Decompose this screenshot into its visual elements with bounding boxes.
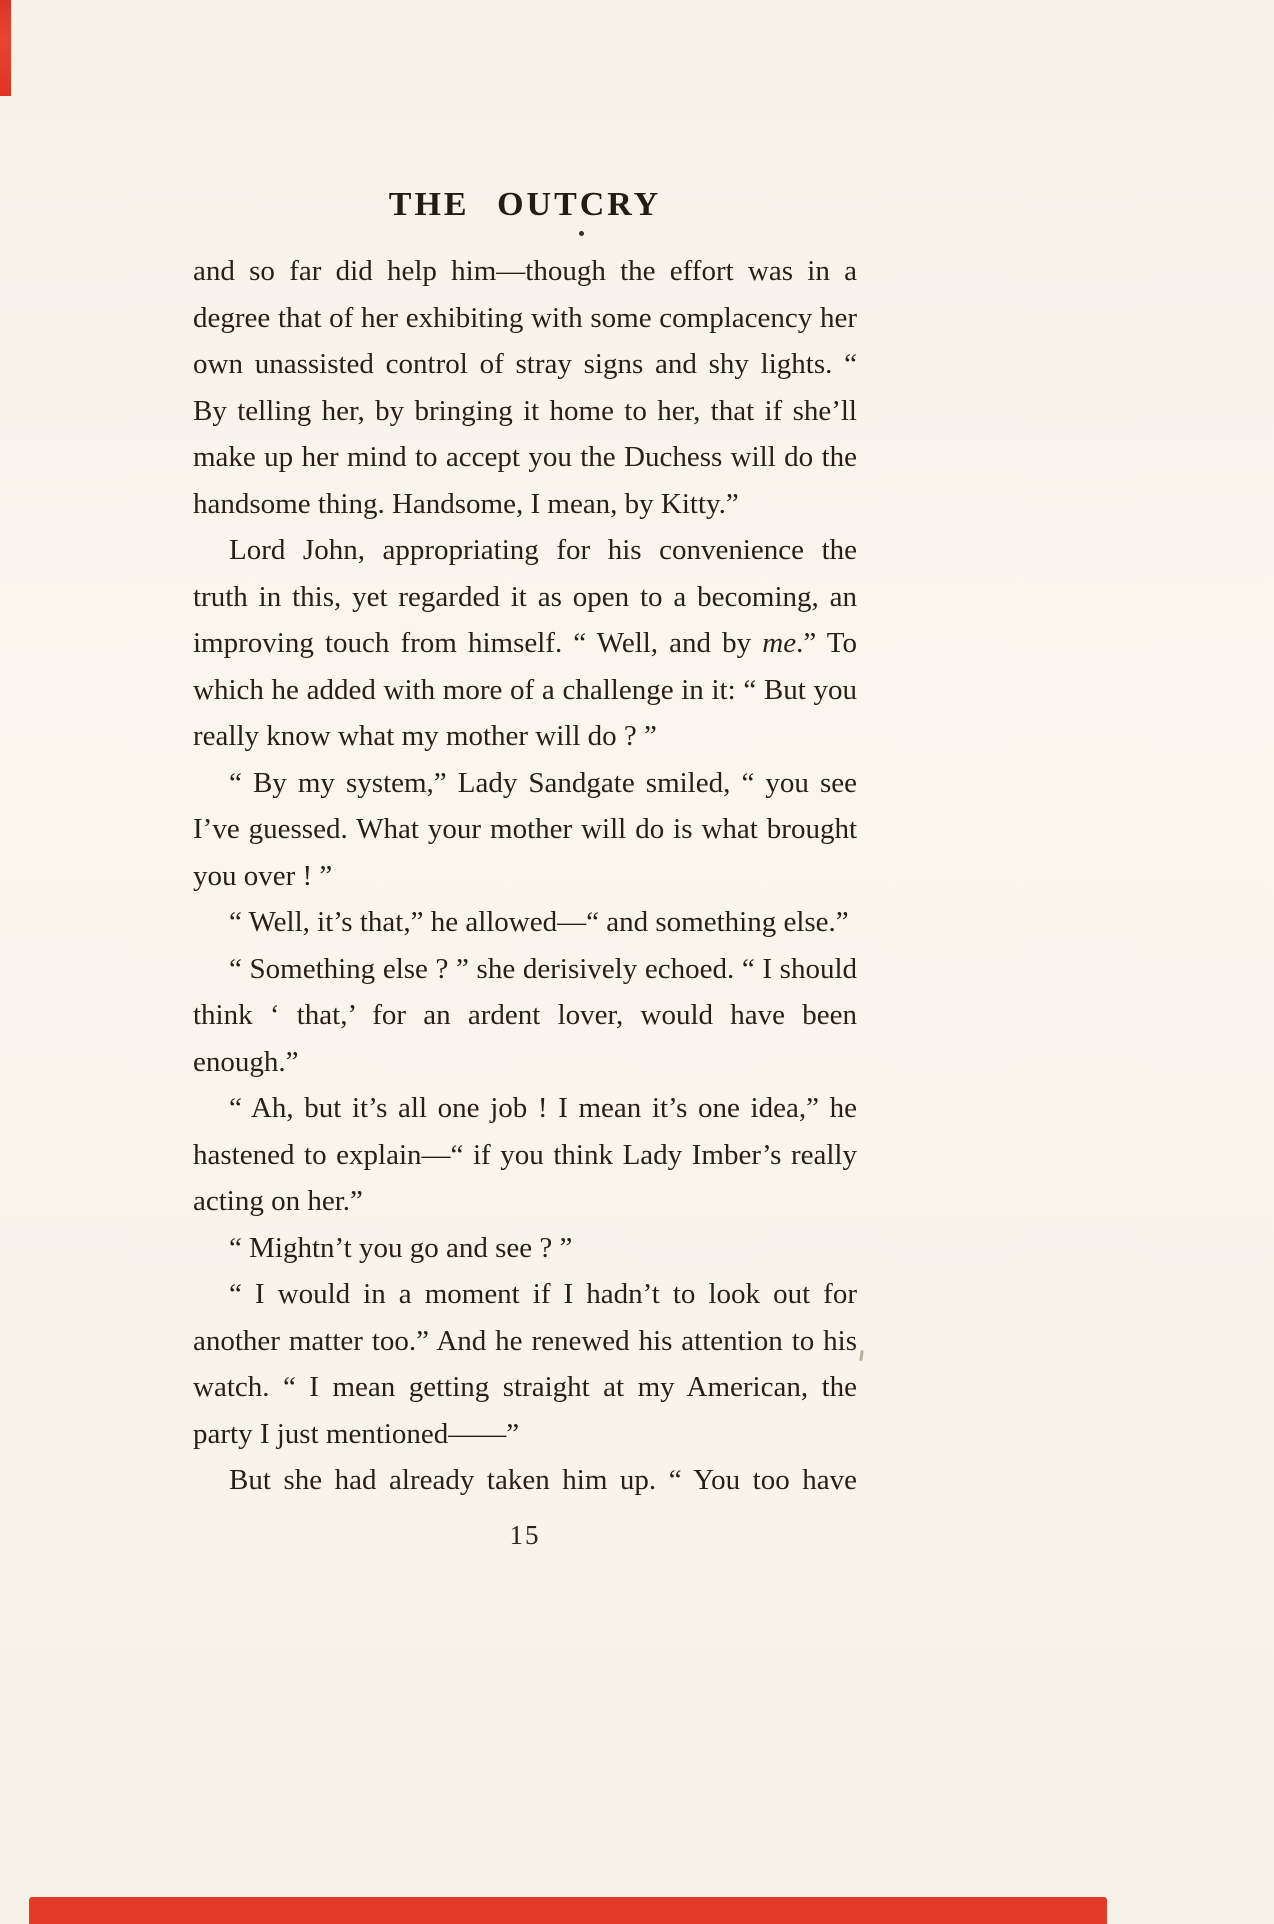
paragraph: [193, 1457, 857, 1504]
text-run: “ Mightn’t you go and see ? ”: [229, 1231, 573, 1264]
paragraph: [193, 1085, 857, 1225]
page-number: 15: [509, 1519, 541, 1550]
paragraph: [193, 946, 857, 1086]
text-run: “ By my system,” Lady Sandgate smiled, “ you see I’ve guessed. What your mother will do is what brought you over ! ”: [193, 766, 857, 892]
text-run: “ Ah, but it’s all one job ! I mean it’s one idea,” he hastened to explain—“ if you think Lady Imber’s really acting on her.”: [193, 1092, 857, 1217]
text-run: and so far did help him—though the effort was in a degree that of her exhibiting with some complacency her own unassisted control of stray signs and shy lights. “ By telling her, by bringing it home to her, that if she’ll make up her mind to accept you the Duchess will do the handsome thing. Handsome, I mean, by Kitty.”: [193, 255, 857, 520]
body-text: [193, 248, 857, 1504]
text-run: “ I would in a moment if I hadn’t to look out for another matter too.” And he renewed his attention to his watch. “ I mean getting straight at my American, the party I just mentioned——”: [193, 1278, 857, 1450]
text-run: “ Something else ? ” she derisively echoed. “ I should think ‘ that,’ for an ardent lover, would have been enough.”: [193, 952, 857, 1078]
text-run: But she had already taken him up. “ You too have: [229, 1464, 857, 1496]
paragraph: [193, 248, 857, 527]
paragraph: [193, 1271, 857, 1457]
scan-edge-artifact-bottom: [29, 1897, 1107, 1924]
paragraph: [193, 899, 857, 946]
paragraph: [193, 527, 857, 760]
text-run: .” To which he added with more of a challenge in it: “ But you really know what my mother will do ? ”: [193, 627, 857, 752]
paragraph: [193, 760, 857, 900]
text-run: Lord John, appropriating for his convenience the truth in this, yet regarded it as open to a becoming, an improving touch from himself. “ Well, and by: [193, 534, 857, 659]
paragraph: [193, 1225, 857, 1272]
scan-speck: [859, 1350, 864, 1361]
running-header: THE OUTCRY: [388, 186, 662, 223]
italic-text: me: [762, 627, 797, 659]
scan-edge-artifact-left: [0, 0, 11, 96]
text-run: “ Well, it’s that,” he allowed—“ and something else.”: [229, 906, 849, 938]
text-block: [193, 186, 857, 1551]
